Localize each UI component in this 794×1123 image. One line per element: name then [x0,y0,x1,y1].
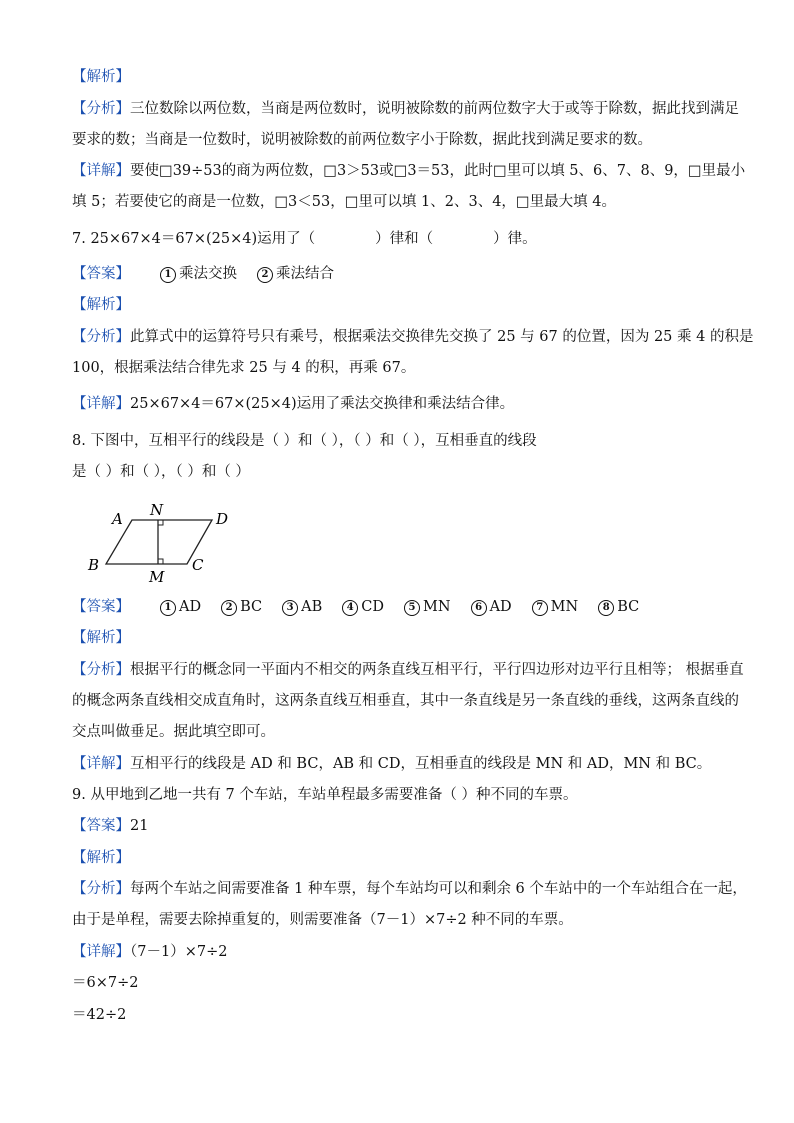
jiexi-label: 【解析】 [72,297,130,313]
xiangjie-label: 【详解】 [72,756,130,772]
detail-text: 要使□39÷53的商为两位数，□3＞53或□3＝53，此时□里可以填 5、6、7、8、9，□里最小 [130,163,746,179]
label-a: A [112,510,123,528]
detail-paragraph [72,161,746,181]
right-angle-mark-m [158,559,163,564]
fenxi-label: 【分析】 [72,881,130,897]
analysis-paragraph-cont [72,722,732,742]
question-7 [72,229,732,249]
analysis-paragraph-cont [72,910,732,930]
detail-text: 填 5；若要使它的商是一位数，□3＜53，□里可以填 1、2、3、4，□里最大填 4。 [72,194,616,210]
circled-number: 5 [404,600,420,616]
section-heading-jiexi [72,67,732,87]
jiexi-label: 【解析】 [72,69,130,85]
label-d: D [216,510,229,528]
analysis-text: 由于是单程，需要去除掉重复的，则需要准备（7－1）×7÷2 种不同的车票。 [72,912,573,928]
label-b: B [88,556,100,574]
answer-label: 【答案】 [72,266,130,282]
answer-row [72,816,732,836]
answer-row [72,597,732,617]
question-9 [72,785,732,805]
calc-step [72,1005,732,1025]
analysis-text: 要求的数；当商是一位数时，说明被除数的前两位数字小于除数，据此找到满足要求的数。 [72,132,652,148]
answer-item [257,264,334,284]
circled-number: 2 [221,600,237,616]
answer-item [221,597,262,617]
fenxi-label: 【分析】 [72,101,130,117]
answer-text: MN [423,599,451,615]
circled-number: 2 [257,267,273,283]
answer-text: AB [301,599,323,615]
analysis-paragraph [72,99,739,119]
question-text: ）律和（ [375,231,434,247]
circled-number: 6 [471,600,487,616]
circled-number: 3 [282,600,298,616]
answer-text: 乘法交换 [179,266,237,282]
question-text: ）律。 [493,231,537,247]
analysis-paragraph-cont [72,358,732,378]
circled-number: 7 [532,600,548,616]
question-text: 9. 从甲地到乙地一共有 7 个车站，车站单程最多需要准备（ ）种不同的车票。 [72,787,578,803]
label-c: C [192,556,204,574]
analysis-paragraph-cont [72,691,739,711]
answer-text: AD [179,599,202,615]
detail-paragraph [72,942,732,962]
label-n: N [150,501,164,519]
answer-text: 21 [130,818,149,834]
answer-text: BC [240,599,263,615]
circled-number: 4 [342,600,358,616]
section-heading-jiexi [72,848,732,868]
jiexi-label: 【解析】 [72,630,130,646]
analysis-text: 的概念两条直线相交成直角时，这两条直线互相垂直，其中一条直线是另一条直线的垂线，这两条直线的 [72,693,739,709]
answer-item [160,264,237,284]
label-m: M [149,568,165,586]
answer-text: BC [617,599,640,615]
jiexi-label: 【解析】 [72,850,130,866]
section-heading-jiexi [72,295,732,315]
question-expression: 7. 25×67×4＝67×(25×4) [72,231,258,247]
answer-item [282,597,322,617]
question-8 [72,431,732,451]
right-angle-mark-n [158,520,163,525]
detail-text: 互相平行的线段是 AD 和 BC，AB 和 CD，互相垂直的线段是 MN 和 AD，MN 和 BC。 [130,756,712,772]
analysis-paragraph-cont [72,130,732,150]
question-text: 运用了（ [257,231,316,247]
answer-item [342,597,384,617]
analysis-text: 100，根据乘法结合律先求 25 与 4 的积，再乘 67。 [72,360,416,376]
answer-text: AD [489,599,512,615]
answer-label: 【答案】 [72,599,130,615]
answer-text: CD [361,599,385,615]
answer-item [471,597,512,617]
answer-label: 【答案】 [72,818,130,834]
circled-number: 1 [160,600,176,616]
circled-number: 1 [160,267,176,283]
detail-text: 运用了乘法交换律和乘法结合律。 [296,396,515,412]
answer-item [598,597,639,617]
answer-row [72,264,732,284]
detail-paragraph [72,754,732,774]
answer-item [404,597,451,617]
answer-text: 乘法结合 [276,266,334,282]
question-text: 8. 下图中，互相平行的线段是（ ）和（ ），（ ）和（ ），互相垂直的线段 [72,433,537,449]
xiangjie-label: 【详解】 [72,163,130,179]
analysis-text: 交点叫做垂足。据此填空即可。 [72,724,275,740]
analysis-text: 根据平行的概念同一平面内不相交的两条直线互相平行，平行四边形对边平行且相等； 根据垂直 [130,662,744,678]
calc-step [72,973,732,993]
fenxi-label: 【分析】 [72,329,130,345]
analysis-text: 此算式中的运算符号只有乘号，根据乘法交换律先交换了 25 与 67 的位置，因为 25 乘 4 的积是 [130,329,754,345]
detail-paragraph [72,394,732,414]
xiangjie-label: 【详解】 [72,396,130,412]
analysis-paragraph [72,660,744,680]
detail-paragraph-cont [72,192,732,212]
fenxi-label: 【分析】 [72,662,130,678]
analysis-text: 三位数除以两位数，当商是两位数时，说明被除数的前两位数字大于或等于除数，据此找到满足 [130,101,739,117]
answer-text: MN [550,599,579,615]
parallelogram-diagram [82,500,252,588]
detail-expression: 25×67×4＝67×(25×4) [130,396,297,412]
question-8-cont [72,462,732,482]
answer-item [160,597,201,617]
question-text: 是（ ）和（ ），（ ）和（ ） [72,464,250,480]
calc-step-text: ＝42÷2 [72,1007,127,1023]
circled-number: 8 [598,600,614,616]
detail-text: （7－1）×7÷2 [130,944,228,960]
xiangjie-label: 【详解】 [72,944,130,960]
answer-item [532,597,579,617]
calc-step-text: ＝6×7÷2 [72,975,139,991]
section-heading-jiexi [72,628,732,648]
analysis-paragraph [72,327,754,347]
analysis-text: 每两个车站之间需要准备 1 种车票，每个车站均可以和剩余 6 个车站中的一个车站组合在一起， [130,881,747,897]
analysis-paragraph [72,879,747,899]
